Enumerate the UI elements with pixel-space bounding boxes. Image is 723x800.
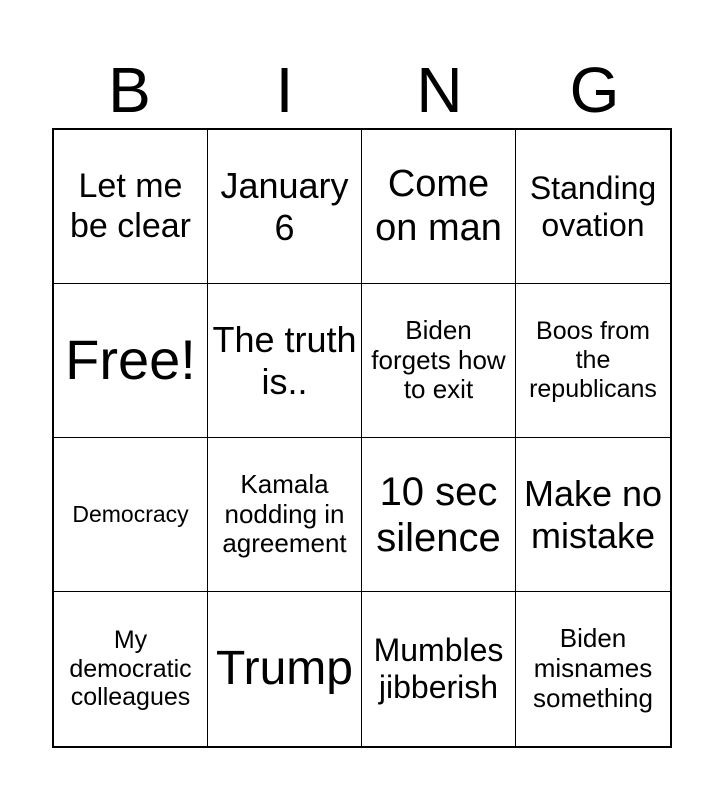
- bingo-cell[interactable]: [208, 592, 362, 746]
- bingo-cell[interactable]: [54, 130, 208, 284]
- bingo-cell[interactable]: [362, 438, 516, 592]
- cell-text: Biden forgets how to exit: [371, 314, 506, 405]
- header-letter-n: N: [416, 54, 463, 126]
- bingo-cell[interactable]: [516, 592, 670, 746]
- bingo-free-cell[interactable]: [54, 284, 208, 438]
- cell-text: Standing ovation: [529, 169, 657, 243]
- bingo-cell[interactable]: [208, 438, 362, 592]
- cell-text: Biden misnames something: [533, 623, 653, 713]
- bingo-cell[interactable]: [516, 130, 670, 284]
- cell-text: Trump: [216, 642, 353, 696]
- cell-text: Come on man: [375, 162, 502, 249]
- bingo-cell[interactable]: [516, 284, 670, 438]
- bingo-cell[interactable]: [362, 592, 516, 746]
- cell-text: Democracy: [72, 501, 189, 528]
- cell-text: Free!: [65, 328, 196, 392]
- header-letter-i: I: [275, 54, 294, 126]
- cell-text: Kamala nodding in agreement: [222, 468, 347, 559]
- cell-text: My democratic colleagues: [69, 625, 192, 712]
- bingo-cell[interactable]: [208, 130, 362, 284]
- cell-text: Let me be clear: [70, 167, 191, 245]
- cell-text: January 6: [220, 165, 349, 248]
- bingo-cell[interactable]: [54, 592, 208, 746]
- bingo-cell[interactable]: [54, 438, 208, 592]
- cell-text: The truth is..: [212, 319, 357, 402]
- bingo-cell[interactable]: [208, 284, 362, 438]
- bingo-grid: [52, 128, 672, 748]
- header-letter-g: G: [569, 54, 620, 126]
- bingo-cell[interactable]: [516, 438, 670, 592]
- bingo-header: [52, 52, 672, 128]
- header-letter-b: B: [108, 54, 151, 126]
- cell-text: 10 sec silence: [376, 469, 501, 560]
- bingo-cell[interactable]: [362, 130, 516, 284]
- bingo-cell[interactable]: [362, 284, 516, 438]
- cell-text: Boos from the republicans: [529, 317, 657, 403]
- cell-text: Make no mistake: [523, 473, 663, 556]
- cell-text: Mumbles jibberish: [373, 632, 504, 705]
